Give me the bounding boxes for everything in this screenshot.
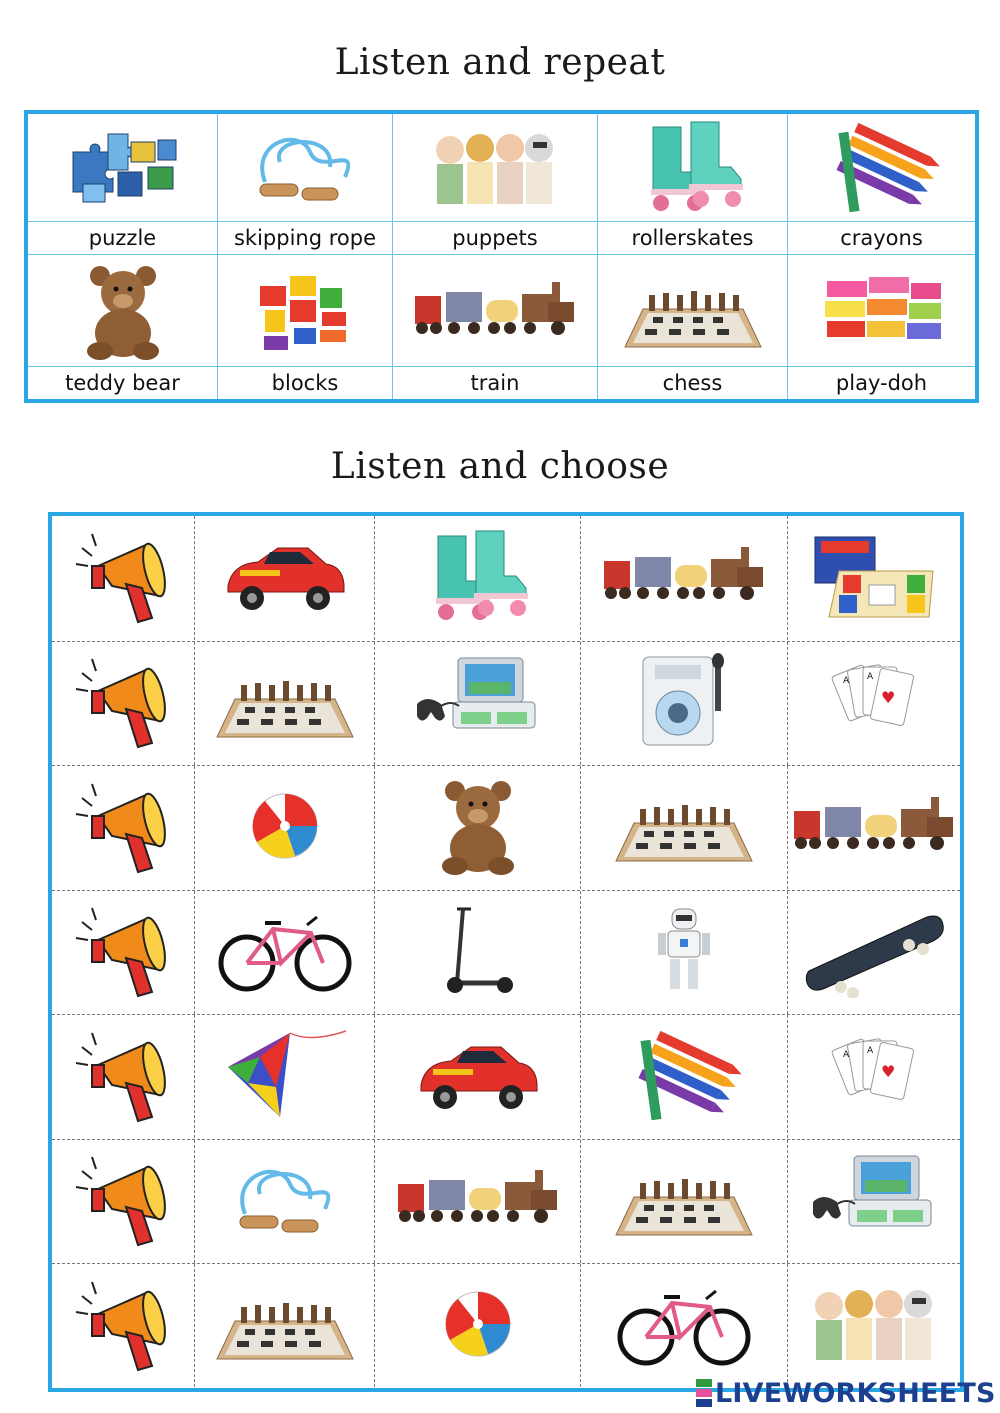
- vocab-cell: [28, 114, 218, 254]
- vocab-cell: [598, 255, 788, 399]
- choice-option[interactable]: [375, 1015, 581, 1138]
- choice-option[interactable]: [195, 1264, 375, 1387]
- puzzle-icon: [28, 114, 217, 220]
- vocab-cell: [218, 255, 393, 399]
- vocabulary-table: [24, 110, 979, 403]
- bike-icon: [614, 1279, 754, 1373]
- chess-icon: [215, 659, 355, 748]
- svg-text:♥: ♥: [881, 1061, 896, 1081]
- choice-option[interactable]: [195, 1015, 375, 1138]
- choice-option[interactable]: [788, 516, 960, 640]
- vocab-cell: [788, 114, 975, 254]
- karaoke-icon: [629, 651, 739, 755]
- ludo-icon: [809, 531, 939, 625]
- megaphone-icon: [68, 1149, 178, 1253]
- audio-play-button[interactable]: [52, 516, 195, 640]
- cards-icon: [829, 1035, 919, 1119]
- audio-play-button[interactable]: [52, 1140, 195, 1263]
- car-icon: [413, 1035, 543, 1119]
- train-icon: [599, 541, 769, 615]
- game-console-icon: [413, 654, 543, 753]
- choice-option[interactable]: [375, 766, 581, 889]
- chess-icon: [614, 783, 754, 872]
- megaphone-icon: [68, 776, 178, 880]
- vocab-label: puzzle: [28, 221, 217, 254]
- section2-title: Listen and choose: [330, 446, 670, 487]
- choose-row: [52, 641, 960, 765]
- audio-play-button[interactable]: [52, 642, 195, 765]
- crayons-icon: [788, 114, 975, 220]
- svg-text:A: A: [867, 1045, 874, 1056]
- vocab-cell: [788, 255, 975, 399]
- puppets-icon: [393, 114, 597, 220]
- choose-row: [52, 765, 960, 889]
- teddy-bear-icon: [433, 776, 523, 880]
- svg-text:A: A: [843, 1049, 850, 1060]
- skipping-rope-icon: [218, 114, 392, 220]
- choice-option[interactable]: [581, 1264, 788, 1387]
- choice-option[interactable]: [581, 766, 788, 889]
- megaphone-icon: [68, 1274, 178, 1378]
- rollerskates-icon: [598, 114, 787, 220]
- choice-option[interactable]: [375, 1264, 581, 1387]
- choice-option[interactable]: [195, 516, 375, 640]
- vocab-label: puppets: [393, 221, 597, 254]
- choose-grid: [48, 512, 964, 1392]
- train-icon: [393, 255, 597, 367]
- liveworksheets-logo-icon: [696, 1378, 712, 1408]
- play-doh-icon: [788, 255, 975, 367]
- choice-option[interactable]: [788, 1140, 960, 1263]
- vocab-label: train: [393, 366, 597, 399]
- choice-option[interactable]: [581, 1015, 788, 1138]
- choice-option[interactable]: [195, 766, 375, 889]
- vocab-label: blocks: [218, 366, 392, 399]
- audio-play-button[interactable]: [52, 1264, 195, 1387]
- chess-icon: [215, 1281, 355, 1370]
- teddy-bear-icon: [28, 255, 217, 367]
- car-icon: [220, 536, 350, 620]
- section1-title: Listen and repeat: [334, 42, 666, 83]
- choice-option[interactable]: [788, 891, 960, 1014]
- train-icon: [393, 1164, 563, 1238]
- audio-play-button[interactable]: [52, 891, 195, 1014]
- audio-play-button[interactable]: [52, 1015, 195, 1138]
- megaphone-icon: [68, 900, 178, 1004]
- chess-icon: [598, 255, 787, 367]
- robot-icon: [654, 905, 714, 999]
- choice-option[interactable]: [788, 642, 960, 765]
- choice-option[interactable]: [195, 891, 375, 1014]
- choice-option[interactable]: [581, 1140, 788, 1263]
- vocab-cell: [393, 255, 598, 399]
- watermark: [696, 1378, 996, 1408]
- ball-icon: [245, 786, 325, 870]
- svg-text:A: A: [843, 676, 850, 686]
- choice-option[interactable]: [375, 891, 581, 1014]
- watermark-text: LIVEWORKSHEETS: [715, 1377, 996, 1409]
- vocab-label: skipping rope: [218, 221, 392, 254]
- vocab-row: [28, 254, 975, 399]
- choice-option[interactable]: [375, 516, 581, 640]
- blocks-icon: [218, 255, 392, 367]
- train-icon: [789, 791, 959, 865]
- vocab-label: crayons: [788, 221, 975, 254]
- choice-option[interactable]: [581, 516, 788, 640]
- vocab-label: teddy bear: [28, 366, 217, 399]
- kite-icon: [220, 1027, 350, 1126]
- choice-option[interactable]: [375, 642, 581, 765]
- svg-text:♥: ♥: [881, 688, 896, 707]
- choice-option[interactable]: [195, 1140, 375, 1263]
- vocab-cell: [393, 114, 598, 254]
- cards-icon: [829, 661, 919, 745]
- megaphone-icon: [68, 651, 178, 755]
- choice-option[interactable]: [788, 1264, 960, 1387]
- vocab-cell: [218, 114, 393, 254]
- vocab-label: play-doh: [788, 366, 975, 399]
- skipping-rope-icon: [220, 1154, 350, 1248]
- scooter-icon: [433, 903, 523, 1002]
- audio-play-button[interactable]: [52, 766, 195, 889]
- crayons-icon: [624, 1025, 744, 1129]
- choice-option[interactable]: [375, 1140, 581, 1263]
- chess-icon: [614, 1157, 754, 1246]
- choose-row: [52, 1139, 960, 1263]
- megaphone-icon: [68, 1025, 178, 1129]
- choice-option[interactable]: [195, 642, 375, 765]
- skateboard-icon: [799, 903, 949, 1002]
- choice-option[interactable]: [581, 642, 788, 765]
- choice-option[interactable]: [788, 766, 960, 889]
- ball-icon: [438, 1284, 518, 1368]
- bike-icon: [215, 905, 355, 999]
- megaphone-icon: [68, 526, 178, 630]
- vocab-cell: [598, 114, 788, 254]
- choose-row: [52, 516, 960, 640]
- vocab-label: chess: [598, 366, 787, 399]
- svg-text:A: A: [867, 672, 874, 682]
- game-console-icon: [809, 1152, 939, 1251]
- choice-option[interactable]: [788, 1015, 960, 1138]
- choose-row: [52, 1263, 960, 1387]
- puppets-icon: [804, 1276, 944, 1375]
- choose-row: [52, 1014, 960, 1138]
- choose-row: [52, 890, 960, 1014]
- rollerskates-icon: [418, 526, 538, 630]
- choice-option[interactable]: [581, 891, 788, 1014]
- vocab-label: rollerskates: [598, 221, 787, 254]
- vocab-cell: [28, 255, 218, 399]
- vocab-row: [28, 114, 975, 254]
